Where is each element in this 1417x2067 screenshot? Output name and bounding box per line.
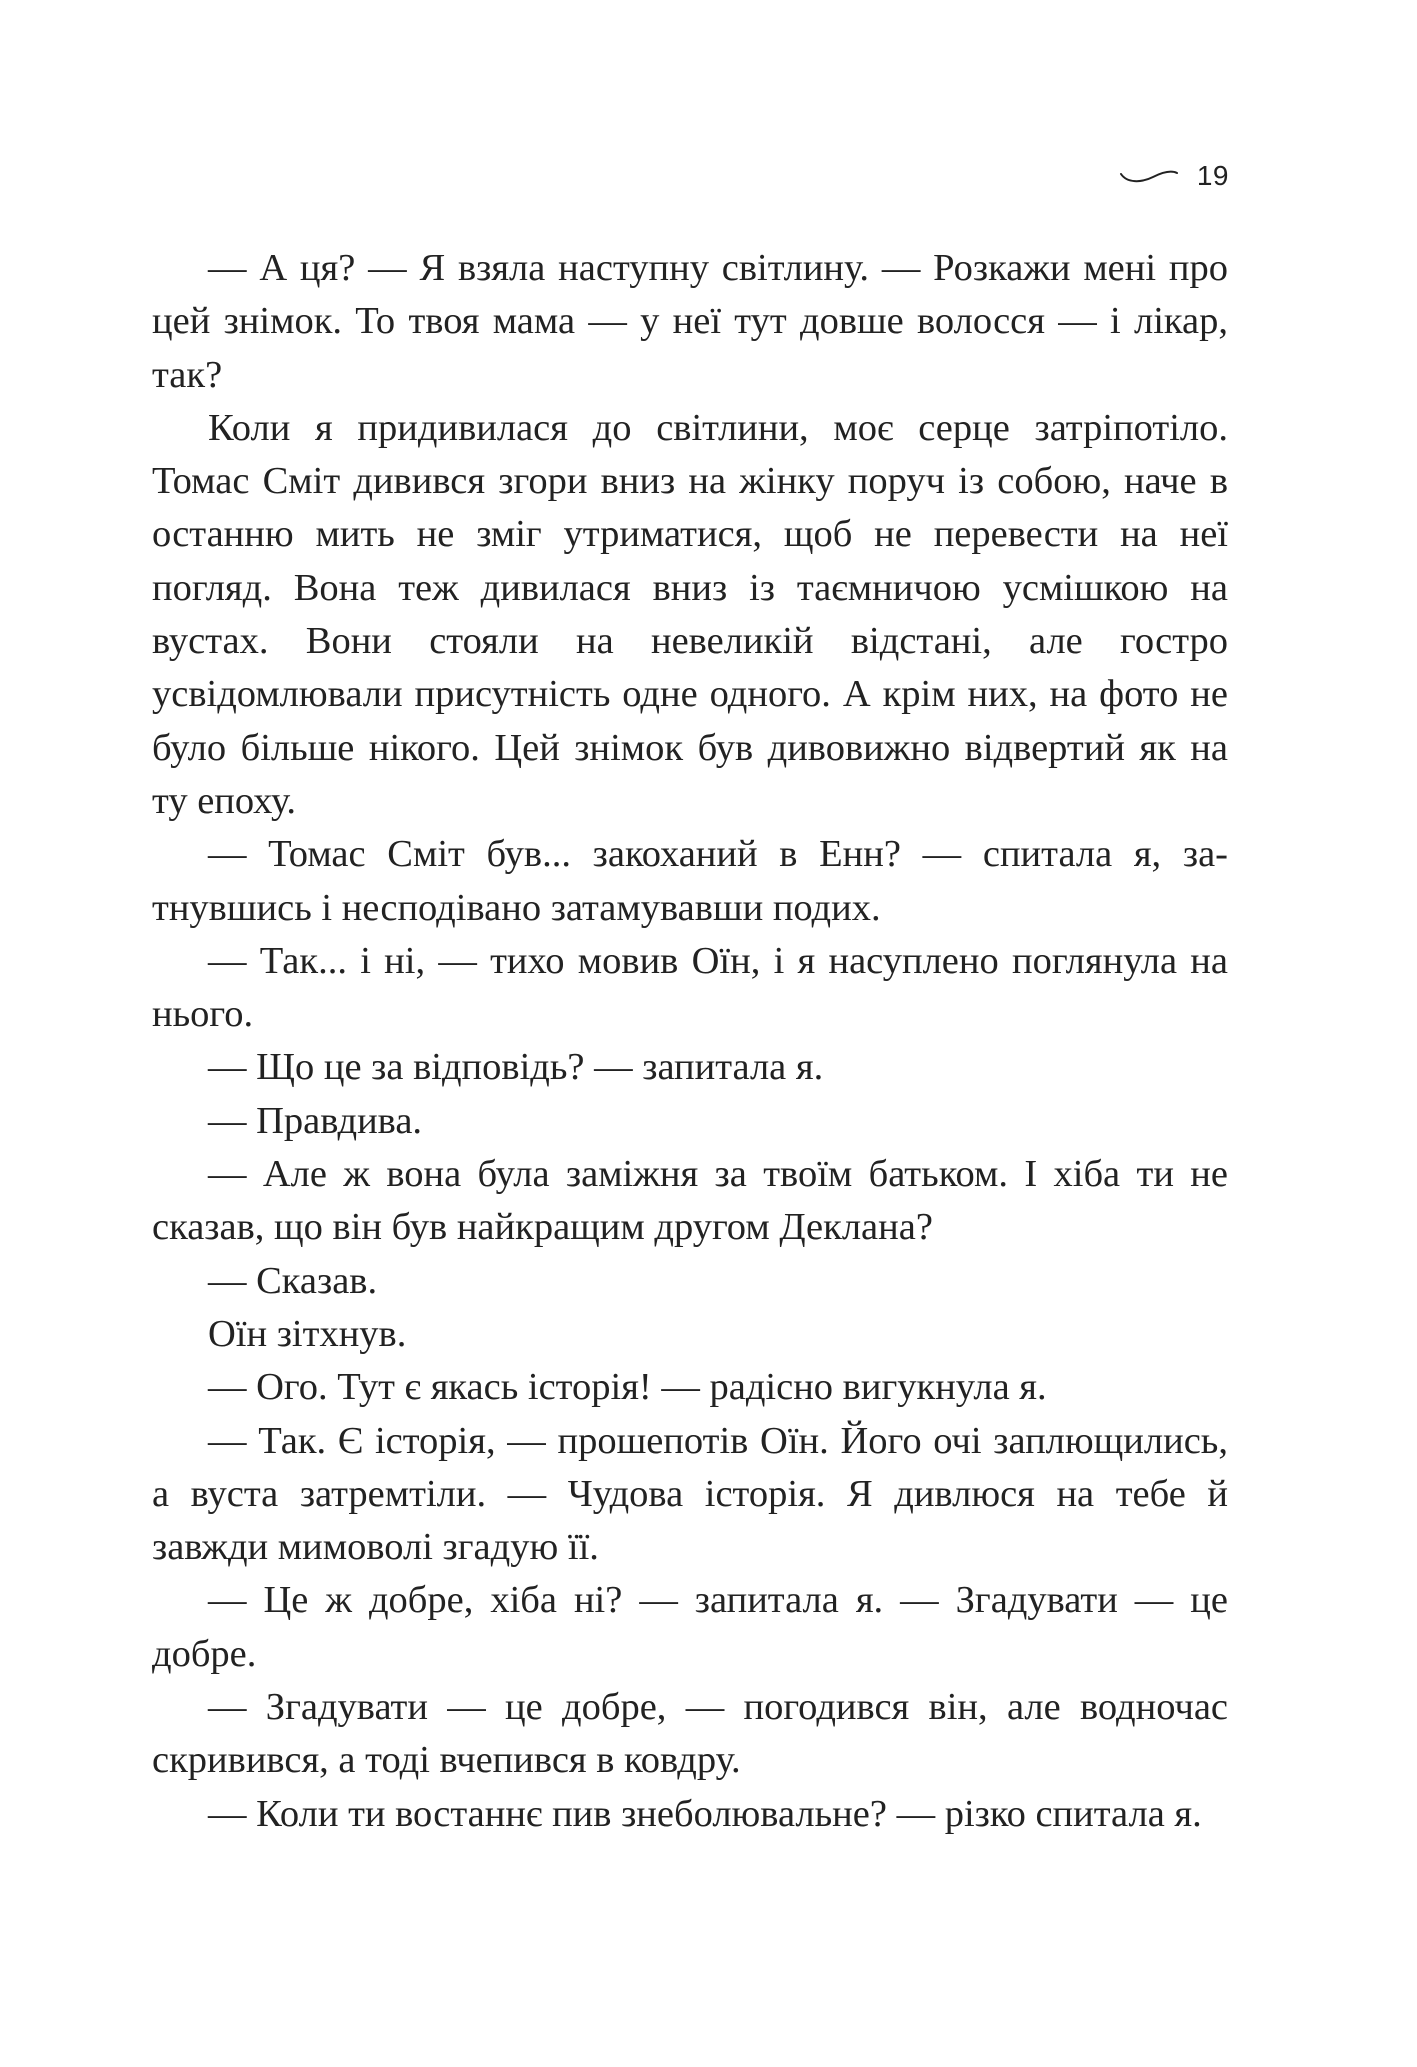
body-text xyxy=(152,242,1228,1841)
paragraph: — Що це за відповідь? — запитала я. xyxy=(208,1046,824,1089)
paragraph: — Згадувати — це добре, — погодився він, але водночас скривився, а тоді вчепився в ковдру. xyxy=(152,1686,1228,1782)
paragraph: — Так... і ні, — тихо мовив Оїн, і я насуплено поглянула на нього. xyxy=(152,939,1228,1036)
paragraph: — Це ж добре, хіба ні? — запитала я. — Згадувати — це добре. xyxy=(152,1579,1228,1675)
paragraph: — Сказав. xyxy=(208,1259,378,1302)
paragraph: Коли я придивилася до світлини, моє серце затріпотіло. Томас Сміт дивився згори вниз на жінку поруч із собою, наче в останню мить не зміг утриматися, щоб не перевести на неї погляд. Вона теж дивилася вниз із таємничою усмішкою на вустах. Вони стояли на невеликій відстані, але гостро усвідомлювали присутність одне одного. А крім них, на фото не було більше нікого. Цей знімок був дивовижно відвертий як на ту епоху. xyxy=(152,406,1228,822)
running-head xyxy=(1119,160,1229,192)
page-number: 19 xyxy=(1196,160,1229,191)
paragraph: — Коли ти востаннє пив знеболювальне? — різко спитала я. xyxy=(208,1792,1202,1835)
paragraph: — Ого. Тут є якась історія! — радісно вигукнула я. xyxy=(208,1366,1047,1409)
paragraph: — Так. Є історія, — прошепотів Оїн. Його очі заплющились, а вуста затремтіли. — Чудова історія. Я дивлюся на тебе й завжди мимоволі згадую її. xyxy=(152,1419,1228,1569)
paragraph: — Томас Сміт був... закоханий в Енн? — спитала я, затнувшись і несподівано затамувавши подих. xyxy=(152,833,1228,929)
paragraph: — Правдива. xyxy=(208,1099,423,1142)
paragraph: — Але ж вона була заміжня за твоїм батьком. І хіба ти не сказав, що він був найкращим другом Деклана? xyxy=(152,1153,1228,1249)
paragraph: Оїн зітхнув. xyxy=(208,1312,407,1355)
paragraph: — А ця? — Я взяла наступну світлину. — Розкажи мені про цей знімок. То твоя мама — у неї тут довше волосся — і лікар, так? xyxy=(152,247,1228,396)
swash-ornament-icon xyxy=(1119,168,1179,184)
